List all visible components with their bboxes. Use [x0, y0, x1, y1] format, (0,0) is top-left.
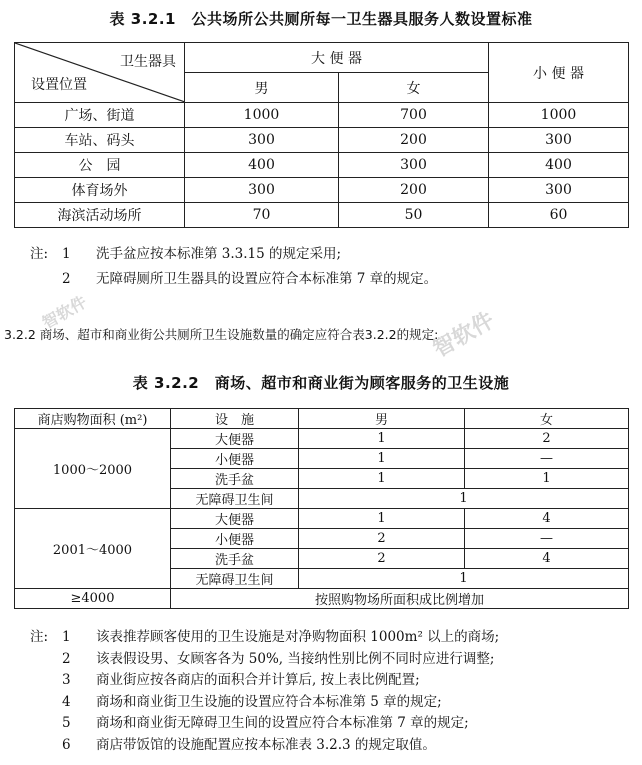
place-cell: 海滨活动场所 — [15, 203, 185, 228]
note-text: 该表假设男、女顾客各为 50%, 当接纳性别比例不同时应进行调整; — [96, 650, 495, 667]
male-cell: 1 — [299, 449, 465, 469]
diag-top-label: 卫生器具 — [120, 54, 176, 70]
area-range-cell: ≥4000 — [15, 589, 171, 609]
proportional-cell: 按照购物场所面积成比例增加 — [171, 589, 629, 609]
female-cell: 300 — [339, 153, 489, 178]
table1-title: 表 3.2.1 公共场所公共厕所每一卫生器具服务人数设置标准 — [109, 10, 533, 28]
male-cell: 1000 — [185, 103, 339, 128]
female-cell: 4 — [465, 549, 629, 569]
facility-cell: 大便器 — [171, 429, 299, 449]
table-row — [15, 429, 629, 449]
place-cell: 广场、街道 — [15, 103, 185, 128]
female-cell: 700 — [339, 103, 489, 128]
note-number: 1 — [62, 246, 71, 262]
female-cell: — — [465, 529, 629, 549]
note-number: 1 — [62, 629, 71, 645]
female-cell: 50 — [339, 203, 489, 228]
note-text: 商店带饭馆的设施配置应按本标准表 3.2.3 的规定取值。 — [96, 736, 436, 753]
facility-cell: 洗手盆 — [171, 549, 299, 569]
female-cell: 200 — [339, 178, 489, 203]
male-cell: 300 — [185, 178, 339, 203]
note-text: 商场和商业街卫生设施的设置应符合本标准第 5 章的规定; — [96, 693, 442, 710]
place-cell: 车站、码头 — [15, 128, 185, 153]
header-facility: 设 施 — [171, 409, 299, 429]
notes-prefix: 注: — [30, 629, 49, 645]
table-row — [15, 103, 629, 128]
table-row — [15, 128, 629, 153]
accessible-label-cell: 无障碍卫生间 — [171, 569, 299, 589]
male-cell: 1 — [299, 469, 465, 489]
header-male: 男 — [185, 73, 339, 103]
header-male: 男 — [299, 409, 465, 429]
accessible-value-cell: 1 — [299, 569, 629, 589]
female-cell: 2 — [465, 429, 629, 449]
area-range-cell: 2001～4000 — [15, 509, 171, 589]
header-dabian: 大 便 器 — [185, 43, 489, 73]
table-row — [15, 589, 629, 609]
table-row — [15, 509, 629, 529]
note-text: 无障碍厕所卫生器具的设置应符合本标准第 7 章的规定。 — [96, 271, 438, 287]
note-text: 商业街应按各商店的面积合并计算后, 按上表比例配置; — [96, 672, 420, 688]
table2-notes — [30, 627, 636, 756]
notes-prefix: 注: — [30, 246, 49, 262]
table1-notes — [30, 243, 630, 293]
urinal-cell: 300 — [489, 128, 629, 153]
note-text: 洗手盆应按本标准第 3.3.15 的规定采用; — [96, 246, 342, 262]
area-range-cell: 1000～2000 — [15, 429, 171, 509]
male-cell: 2 — [299, 529, 465, 549]
accessible-value-cell: 1 — [299, 489, 629, 509]
note-number: 2 — [62, 271, 71, 287]
female-cell: 200 — [339, 128, 489, 153]
header-xiaobian: 小 便 器 — [489, 43, 629, 103]
note-text: 商场和商业街无障碍卫生间的设置应符合本标准第 7 章的规定; — [96, 715, 469, 731]
accessible-label-cell: 无障碍卫生间 — [171, 489, 299, 509]
table-row — [15, 178, 629, 203]
urinal-cell: 300 — [489, 178, 629, 203]
male-cell: 70 — [185, 203, 339, 228]
note-text: 该表推荐顾客使用的卫生设施是对净购物面积 1000m² 以上的商场; — [96, 629, 500, 645]
female-cell: 1 — [465, 469, 629, 489]
header-female: 女 — [339, 73, 489, 103]
male-cell: 300 — [185, 128, 339, 153]
clause-paragraph: 3.2.2 商场、超市和商业街公共厕所卫生设施数量的确定应符合表3.2.2的规定: — [4, 327, 439, 342]
watermark-left: 智软件 — [38, 292, 91, 333]
facility-cell: 大便器 — [171, 509, 299, 529]
urinal-cell: 60 — [489, 203, 629, 228]
female-cell: 4 — [465, 509, 629, 529]
note-number: 5 — [62, 715, 71, 731]
male-cell: 1 — [299, 429, 465, 449]
note-number: 6 — [62, 736, 71, 753]
place-cell: 体育场外 — [15, 178, 185, 203]
male-cell: 1 — [299, 509, 465, 529]
female-cell: — — [465, 449, 629, 469]
note-number: 4 — [62, 693, 71, 710]
facility-cell: 洗手盆 — [171, 469, 299, 489]
header-female: 女 — [465, 409, 629, 429]
diag-bottom-label: 设置位置 — [31, 77, 87, 93]
facility-cell: 小便器 — [171, 449, 299, 469]
table1-diagonal-header — [15, 43, 185, 103]
table-row — [15, 203, 629, 228]
note-number: 2 — [62, 650, 71, 667]
header-area: 商店购物面积 (m²) — [15, 409, 171, 429]
table2 — [14, 408, 629, 609]
male-cell: 2 — [299, 549, 465, 569]
watermark: 智软件 — [429, 307, 499, 363]
note-number: 3 — [62, 672, 71, 688]
urinal-cell: 400 — [489, 153, 629, 178]
table1 — [14, 42, 629, 228]
table2-title: 表 3.2.2 商场、超市和商业街为顾客服务的卫生设施 — [132, 374, 510, 392]
male-cell: 400 — [185, 153, 339, 178]
urinal-cell: 1000 — [489, 103, 629, 128]
table-row — [15, 153, 629, 178]
facility-cell: 小便器 — [171, 529, 299, 549]
place-cell: 公 园 — [15, 153, 185, 178]
